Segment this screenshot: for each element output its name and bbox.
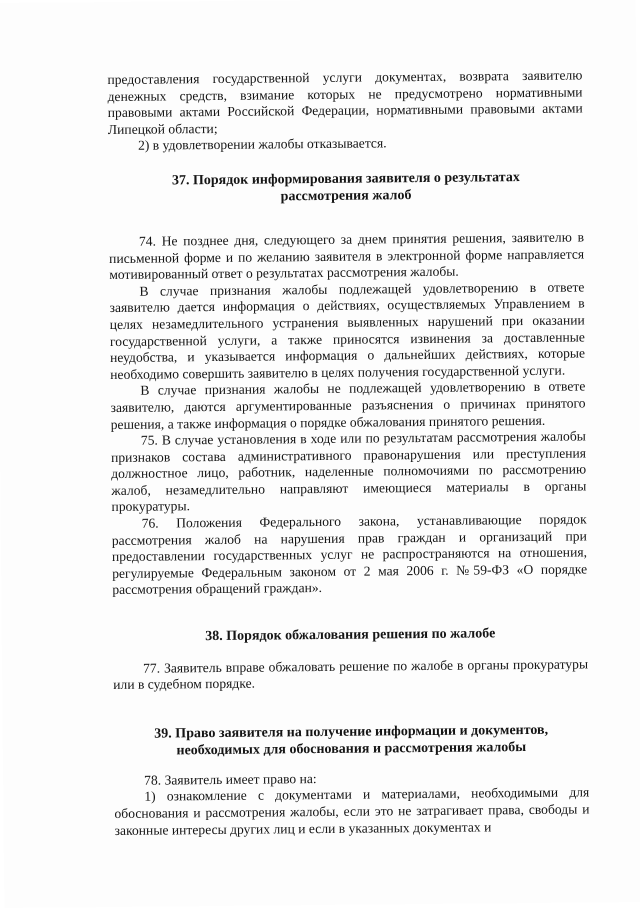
paragraph-item-2: 2) в удовлетворении жалобы отказывается.	[137, 135, 387, 154]
section-heading-39-line-1: 39. Право заявителя на получение информации и документов,	[154, 722, 549, 742]
paragraph-74: 74. Не позднее дня, следующего за днем принятия решения, заявителю в письменной форме и по желанию заявителя в электронной форме направляется мотивированный ответ о результатах рассмотрения жалобы.	[109, 229, 585, 283]
paragraph-complaint-rejected: В случае признания жалобы не подлежащей удовлетворению в ответе заявителю, даются аргументированные разъяснения о причинах принятого решения, а также информация о порядке обжалования принятого решения.	[110, 378, 586, 432]
section-heading-39	[114, 721, 589, 761]
paragraph-75: 75. В случае установления в ходе или по результатам рассмотрения жалобы признаков состава административного правонарушения или преступления должностное лицо, работник, наделенные полномочиями по рассмотрению жалоб, незамедлительно направляют имеющиеся материалы в органы прокуратуры.	[110, 428, 587, 515]
section-heading-37-line-2: рассмотрения жалоб	[280, 188, 412, 205]
section-heading-38: 38. Порядок обжалования решения по жалобе	[205, 626, 496, 645]
section-heading-39-line-2: необходимых для обоснования и рассмотрения жалобы	[176, 740, 527, 759]
section-heading-37	[108, 168, 583, 208]
paragraph-continuation: предоставления государственной услуги документах, возврата заявителю денежных средств, взимание которых не предусмотрено нормативными правовыми актами Российской Федерации, нормативными правовыми актами Липецкой области;	[107, 67, 583, 137]
paragraph-complaint-satisfied: В случае признания жалобы подлежащей удовлетворению в ответе заявителю дается информация о действиях, осуществляемых Управлением в целях незамедлительного устранения выявленных нарушений при оказании государственной услуги, а также приносятся извинения за доставленные неудобства, и указывается информация о дальнейших действиях, которые необходимо совершить заявителю в целях получения государственной услуги.	[109, 279, 586, 382]
paragraph-76: 76. Положения Федерального закона, устанавливающие порядок рассмотрения жалоб на нарушения прав граждан и организаций при предоставлении государственных услуг не распространяются на отношения, регулируемые Федеральным законом от 2 мая 2006 г. №59-ФЗ «О порядке рассмотрения обращений граждан».	[111, 511, 588, 598]
paragraph-78-item-1: 1) ознакомление с документами и материалами, необходимыми для обоснования и рассмотрения жалобы, если это не затрагивает права, свободы и законные интересы других лиц и если в указанных документах и	[114, 784, 590, 838]
paragraph-77: 77. Заявитель вправе обжаловать решение по жалобе в органы прокуратуры или в судебном порядке.	[113, 655, 589, 693]
paragraph-78: 78. Заявитель имеет право на:	[144, 770, 317, 788]
section-heading-37-line-1: 37. Порядок информирования заявителя о результатах	[171, 170, 520, 189]
